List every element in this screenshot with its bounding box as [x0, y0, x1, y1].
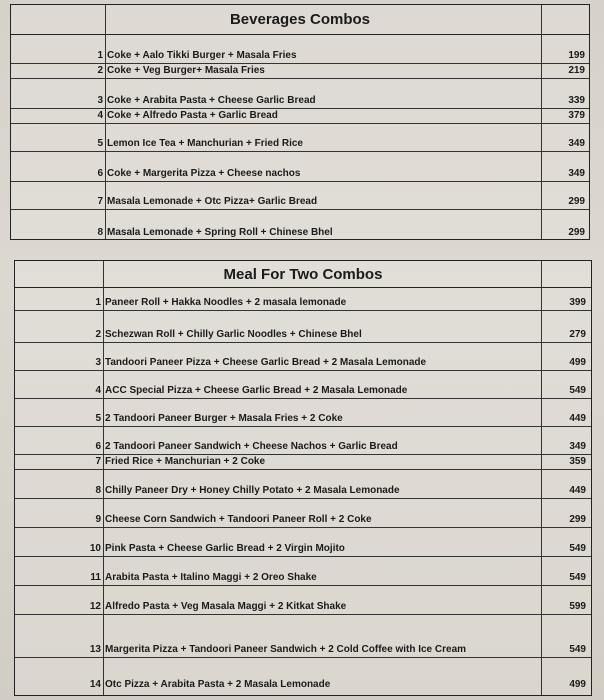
combo-price: 449 [569, 413, 586, 424]
menu-row [15, 343, 591, 371]
combo-price: 349 [568, 138, 585, 149]
menu-row [11, 152, 589, 182]
row-number: 12 [89, 601, 101, 612]
combo-items: Coke + Arabita Pasta + Cheese Garlic Bread [107, 95, 316, 106]
row-number: 7 [95, 456, 101, 467]
row-number: 3 [97, 95, 103, 106]
combo-price: 339 [568, 95, 585, 106]
menu-row [15, 399, 591, 427]
combo-price: 199 [568, 50, 585, 61]
row-number: 7 [97, 196, 103, 207]
combo-items: Masala Lemonade + Spring Roll + Chinese Bhel [107, 227, 333, 238]
menu-row [11, 109, 589, 124]
menu-row [15, 470, 591, 499]
row-number: 9 [95, 514, 101, 525]
menu-row [11, 124, 589, 152]
combo-price: 499 [569, 679, 586, 690]
combo-price: 399 [569, 297, 586, 308]
combo-items: Pink Pasta + Cheese Garlic Bread + 2 Virgin Mojito [105, 543, 345, 554]
row-number: 10 [89, 543, 101, 554]
combo-items: Fried Rice + Manchurian + 2 Coke [105, 456, 266, 467]
menu-row [15, 586, 591, 615]
combo-price: 449 [569, 485, 586, 496]
meal-for-two-combos-table [14, 260, 592, 696]
combo-items: Chilly Paneer Dry + Honey Chilly Potato + 2 Masala Lemonade [105, 485, 400, 496]
row-number: 1 [95, 297, 101, 308]
combo-items: 2 Tandoori Paneer Burger + Masala Fries + 2 Coke [105, 413, 343, 424]
row-number: 14 [89, 679, 101, 690]
menu-row [15, 311, 591, 343]
menu-row [15, 615, 591, 658]
row-number: 2 [95, 329, 101, 340]
combo-items: Coke + Alfredo Pasta + Garlic Bread [107, 110, 278, 121]
combo-price: 219 [568, 65, 585, 76]
combo-items: Lemon Ice Tea + Manchurian + Fried Rice [107, 138, 303, 149]
row-number: 6 [95, 441, 101, 452]
combo-items: Masala Lemonade + Otc Pizza+ Garlic Bread [107, 196, 318, 207]
combo-price: 279 [569, 329, 586, 340]
row-number: 4 [97, 110, 103, 121]
menu-row [15, 427, 591, 455]
combo-items: Coke + Aalo Tikki Burger + Masala Fries [107, 50, 297, 61]
menu-row [11, 79, 589, 109]
menu-row [15, 557, 591, 586]
beverages-combos-title: Beverages Combos [11, 5, 589, 35]
menu-row [15, 499, 591, 528]
menu-row [15, 371, 591, 399]
combo-price: 299 [569, 514, 586, 525]
row-number: 4 [95, 385, 101, 396]
row-number: 3 [95, 357, 101, 368]
combo-price: 359 [569, 456, 586, 467]
menu-row [11, 210, 589, 240]
combo-price: 299 [568, 227, 585, 238]
row-number: 1 [97, 50, 103, 61]
combo-items: Paneer Roll + Hakka Noodles + 2 masala lemonade [105, 297, 347, 308]
combo-items: ACC Special Pizza + Cheese Garlic Bread + 2 Masala Lemonade [105, 385, 408, 396]
combo-items: Coke + Veg Burger+ Masala Fries [107, 65, 265, 76]
row-number: 11 [90, 572, 101, 583]
combo-items: Otc Pizza + Arabita Pasta + 2 Masala Lemonade [105, 679, 331, 690]
combo-items: Margerita Pizza + Tandoori Paneer Sandwich + 2 Cold Coffee with Ice Cream [105, 644, 467, 655]
combo-price: 349 [569, 441, 586, 452]
combo-items: Cheese Corn Sandwich + Tandoori Paneer Roll + 2 Coke [105, 514, 372, 525]
menu-row [15, 455, 591, 470]
row-number: 2 [97, 65, 103, 76]
combo-items: Tandoori Paneer Pizza + Cheese Garlic Bread + 2 Masala Lemonade [105, 357, 427, 368]
combo-price: 349 [568, 168, 585, 179]
combo-price: 549 [569, 644, 586, 655]
combo-price: 549 [569, 385, 586, 396]
combo-items: Arabita Pasta + Italino Maggi + 2 Oreo Shake [105, 572, 317, 583]
row-number: 5 [97, 138, 103, 149]
combo-price: 379 [568, 110, 585, 121]
combo-price: 599 [569, 601, 586, 612]
combo-items: Schezwan Roll + Chilly Garlic Noodles + Chinese Bhel [105, 329, 362, 340]
combo-price: 549 [569, 572, 586, 583]
combo-price: 499 [569, 357, 586, 368]
meal-for-two-combos-title: Meal For Two Combos [15, 261, 591, 288]
menu-row [15, 658, 591, 692]
menu-row [11, 35, 589, 64]
beverages-combos-table [10, 4, 590, 240]
menu-row [11, 182, 589, 210]
combo-items: Alfredo Pasta + Veg Masala Maggi + 2 Kitkat Shake [105, 601, 347, 612]
row-number: 8 [97, 227, 103, 238]
menu-row [15, 288, 591, 311]
combo-items: Coke + Margerita Pizza + Cheese nachos [107, 168, 301, 179]
combo-items: 2 Tandoori Paneer Sandwich + Cheese Nachos + Garlic Bread [105, 441, 398, 452]
combo-price: 549 [569, 543, 586, 554]
menu-row [15, 528, 591, 557]
combo-price: 299 [568, 196, 585, 207]
row-number: 6 [97, 168, 103, 179]
row-number: 8 [95, 485, 101, 496]
menu-row [11, 64, 589, 79]
row-number: 5 [95, 413, 101, 424]
row-number: 13 [89, 644, 101, 655]
